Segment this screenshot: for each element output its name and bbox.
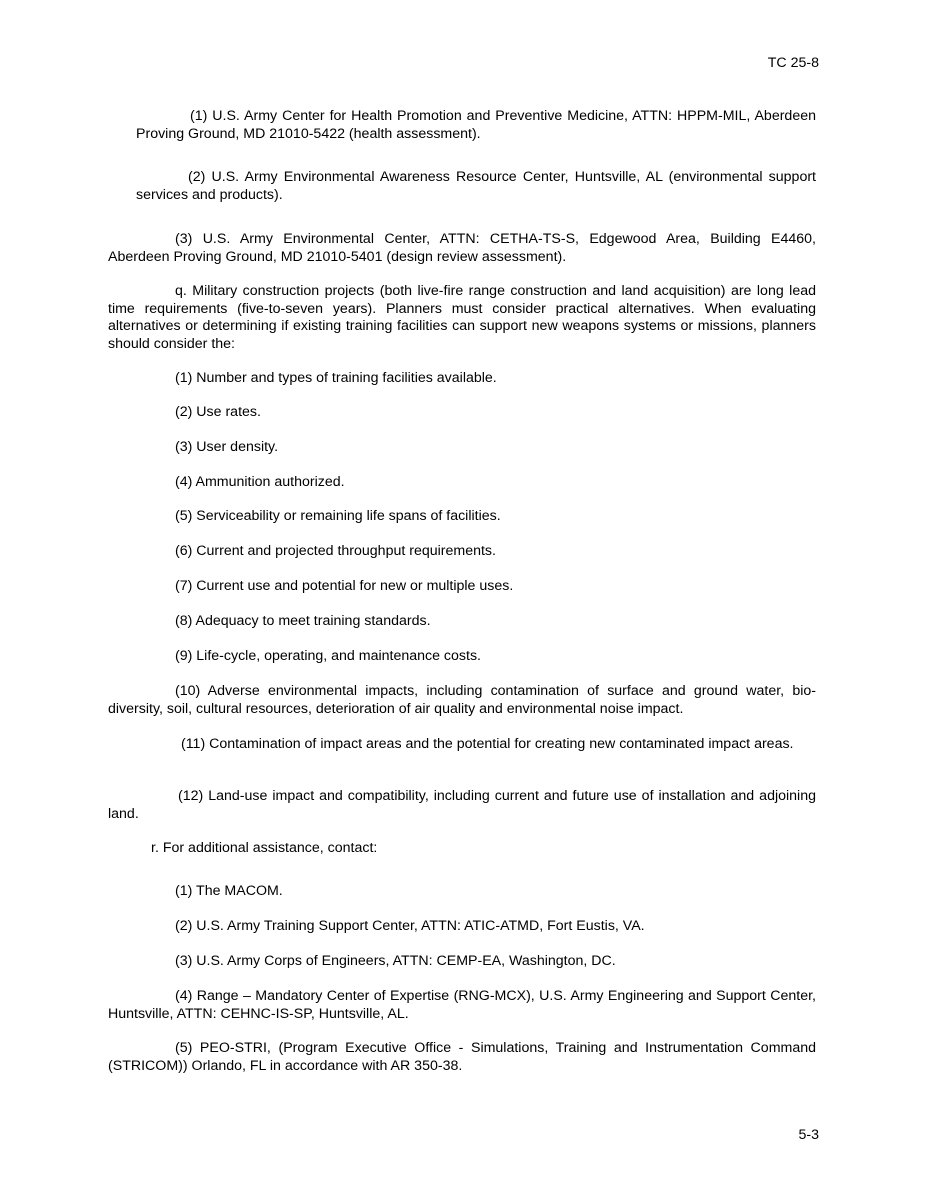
list-item-q7: (7) Current use and potential for new or multiple uses. xyxy=(175,578,514,594)
page-footer-number: 5-3 xyxy=(798,1127,819,1143)
list-item-r1: (1) The MACOM. xyxy=(175,883,283,899)
list-item-r3: (3) U.S. Army Corps of Engineers, ATTN: CEMP-EA, Washington, DC. xyxy=(175,953,616,969)
list-item-q6: (6) Current and projected throughput requirements. xyxy=(175,543,496,559)
list-item-q5: (5) Serviceability or remaining life spans of facilities. xyxy=(175,508,501,524)
list-item-q8: (8) Adequacy to meet training standards. xyxy=(175,613,431,629)
list-item-q12: (12) Land-use impact and compatibility, including current and future use of installation and adjoining land. xyxy=(108,788,816,822)
page-header-doc-id: TC 25-8 xyxy=(767,55,819,71)
list-item-r5: (5) PEO-STRI, (Program Executive Office - Simulations, Training and Instrumentation Command (STRICOM)) Orlando, FL in accordance with AR 350-38. xyxy=(108,1040,816,1074)
paragraph-q: q. Military construction projects (both live-fire range construction and land acquisition) are long lead time requirements (five-to-seven years). Planners must consider practical alternatives. When evaluating alternatives or determining if existing training facilities can support new weapons systems or missions, planners should consider the: xyxy=(108,283,816,352)
list-item-q9: (9) Life-cycle, operating, and maintenance costs. xyxy=(175,648,481,664)
list-item-q3: (3) User density. xyxy=(175,439,279,455)
paragraph-r-heading: r. For additional assistance, contact: xyxy=(151,840,378,856)
list-item-q11: (11) Contamination of impact areas and the potential for creating new contaminated impact areas. xyxy=(181,736,794,752)
paragraph-p3: (3) U.S. Army Environmental Center, ATTN: CETHA-TS-S, Edgewood Area, Building E4460, Aberdeen Proving Ground, MD 21010-5401 (design review assessment). xyxy=(108,231,816,265)
list-item-q10: (10) Adverse environmental impacts, including contamination of surface and ground water, bio-diversity, soil, cultural resources, deterioration of air quality and environmental noise impact. xyxy=(108,683,816,717)
list-item-q4: (4) Ammunition authorized. xyxy=(175,474,345,490)
list-item-r4: (4) Range – Mandatory Center of Expertise (RNG-MCX), U.S. Army Engineering and Support Center, Huntsville, ATTN: CEHNC-IS-SP, Huntsville, AL. xyxy=(108,988,816,1022)
list-item-q1: (1) Number and types of training facilities available. xyxy=(175,370,497,386)
list-item-r2: (2) U.S. Army Training Support Center, ATTN: ATIC-ATMD, Fort Eustis, VA. xyxy=(175,918,645,934)
paragraph-p1: (1) U.S. Army Center for Health Promotion and Preventive Medicine, ATTN: HPPM-MIL, Aberdeen Proving Ground, MD 21010-5422 (health assessment). xyxy=(136,108,816,142)
list-item-q2: (2) Use rates. xyxy=(175,404,261,420)
paragraph-p2: (2) U.S. Army Environmental Awareness Resource Center, Huntsville, AL (environmental support services and products). xyxy=(136,169,816,203)
